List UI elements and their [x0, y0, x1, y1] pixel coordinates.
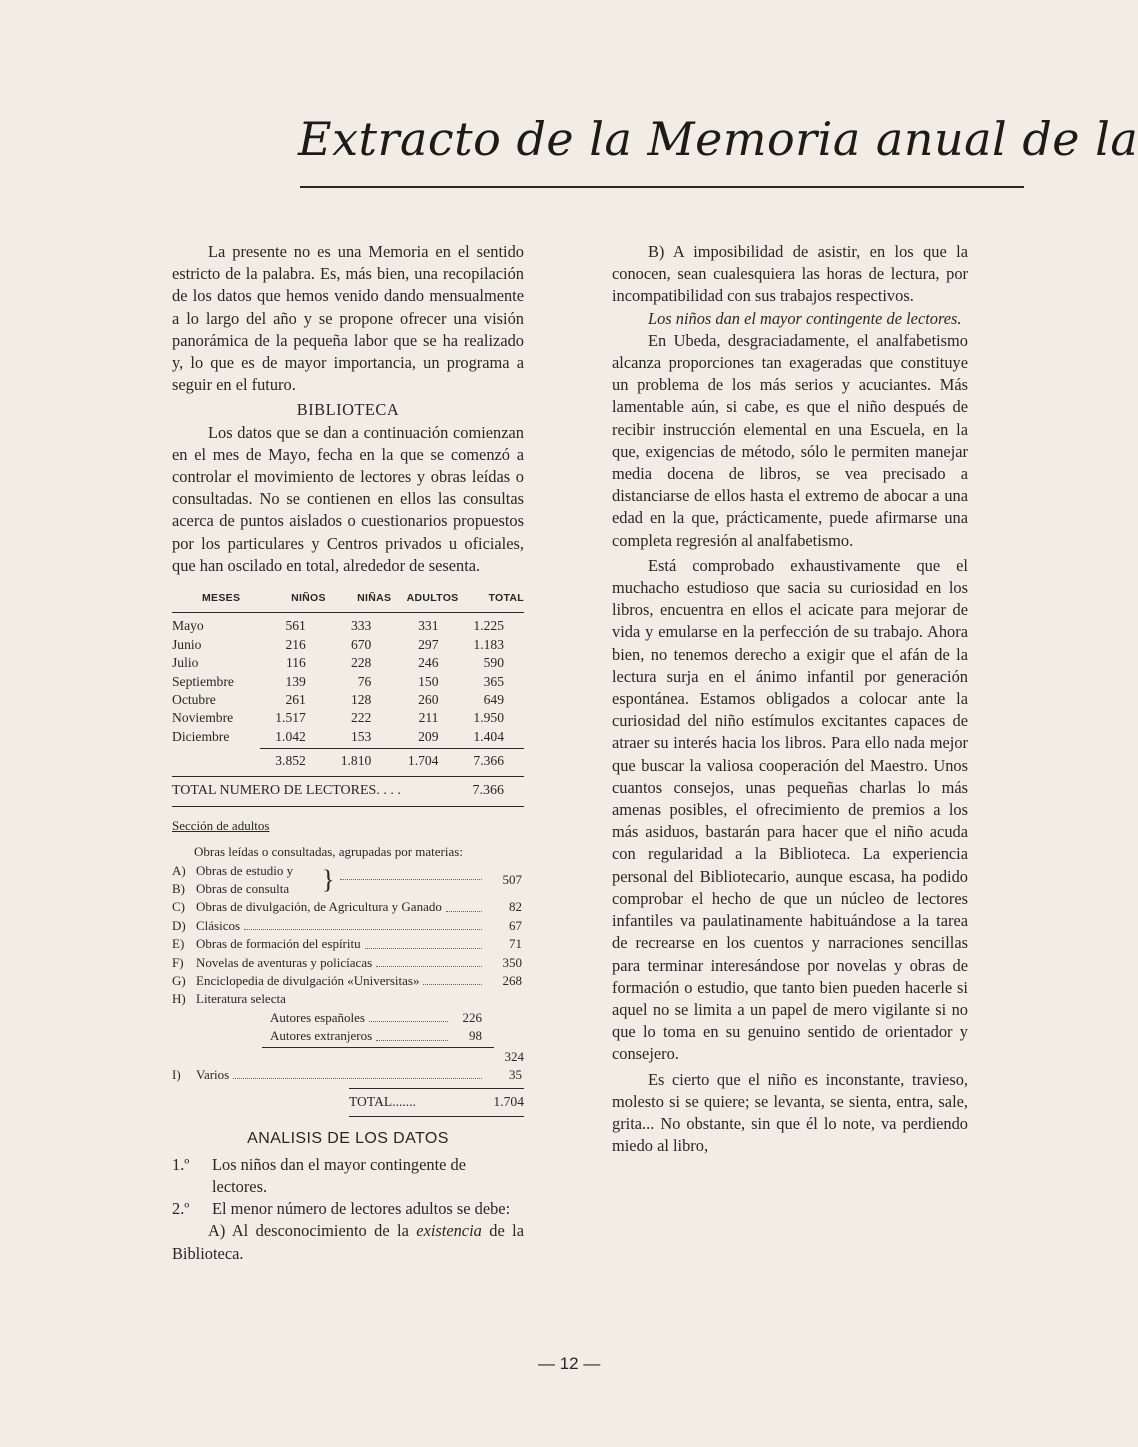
obra-value: 350 — [502, 954, 522, 970]
obra-label: Enciclopedia de divulgación «Universitas» — [196, 972, 420, 988]
obra-row — [172, 972, 524, 990]
obra-value: 507 — [502, 871, 522, 887]
cell-total: 1.183 — [473, 636, 504, 652]
sum-ninas: 1.810 — [326, 749, 391, 774]
header-ninos: NIÑOS — [260, 587, 325, 613]
cell-ninas: 153 — [350, 728, 372, 744]
list-item — [172, 1154, 524, 1198]
obra-letter: B) — [172, 880, 185, 896]
list-item — [172, 1198, 524, 1220]
autores-label: Autores españoles — [270, 1009, 365, 1025]
obra-row — [172, 954, 524, 972]
total-readers-label: TOTAL NUMERO DE LECTORES. . . . — [172, 782, 401, 798]
table-row — [172, 691, 524, 709]
header-meses: MESES — [172, 587, 260, 613]
obra-label: Clásicos — [196, 917, 241, 933]
sum-total: 7.366 — [458, 749, 524, 774]
cell-adultos: 246 — [418, 655, 439, 671]
table-row — [172, 636, 524, 654]
obra-row — [172, 898, 524, 916]
obra-letter: C) — [172, 899, 185, 915]
header-total: TOTAL — [458, 587, 524, 613]
cell-total: 590 — [483, 655, 504, 671]
obra-label: Obras de consulta — [196, 880, 290, 896]
brace-icon: } — [322, 864, 335, 894]
obra-label: Obras de estudio y — [196, 862, 294, 878]
intro-paragraph: La presente no es una Memoria en el sentido estricto de la palabra. Es, más bien, una recopilación de los datos que hemos venido dando mensualmente a lo largo del año y se propone ofrecer una visión panorámica de la pequeña labor que se ha realizado y, lo que es de mayor importancia, un programa a seguir en el futuro. — [172, 242, 524, 395]
table-row — [172, 728, 524, 749]
analisis-heading: ANALISIS DE LOS DATOS — [247, 1129, 449, 1147]
table-row — [172, 613, 524, 636]
total-readers-value: 7.366 — [472, 782, 504, 798]
cell-mes: Septiembre — [172, 673, 234, 689]
cell-adultos: 260 — [418, 692, 439, 708]
obra-label: Novelas de aventuras y policíacas — [196, 954, 373, 970]
obra-letter: D) — [172, 917, 186, 933]
autores-espanoles-row — [270, 1009, 482, 1027]
obras-intro: Obras leídas o consultadas, agrupadas por materias: — [194, 844, 463, 860]
cell-total: 365 — [483, 673, 504, 689]
cell-ninos: 561 — [285, 618, 306, 634]
varios-row — [172, 1066, 524, 1084]
cell-ninos: 1.042 — [275, 728, 306, 744]
biblioteca-heading: BIBLIOTECA — [296, 400, 400, 420]
total-readers-line — [172, 776, 524, 807]
page-number: — 12 — — [538, 1354, 601, 1373]
obra-letter: I) — [172, 1066, 181, 1082]
cell-mes: Octubre — [172, 692, 216, 708]
cell-ninos: 139 — [285, 673, 306, 689]
cell-total: 649 — [483, 692, 504, 708]
left-column — [172, 241, 524, 1265]
cell-mes: Mayo — [172, 618, 204, 634]
obra-label: Literatura selecta — [196, 991, 286, 1007]
table-header — [172, 587, 524, 613]
title-rule — [300, 186, 1024, 188]
cell-adultos: 331 — [418, 618, 439, 634]
item-text: Los niños dan el mayor contingente de lectores. — [212, 1154, 466, 1196]
table-row — [172, 673, 524, 691]
cell-ninas: 670 — [350, 636, 372, 652]
obra-letter: H) — [172, 991, 186, 1007]
cell-adultos: 297 — [418, 636, 439, 652]
cell-adultos: 211 — [418, 710, 439, 726]
obra-value: 67 — [509, 917, 522, 933]
obra-value: 71 — [509, 936, 522, 952]
sum-ninos: 3.852 — [260, 749, 325, 774]
body-paragraph: En Ubeda, desgraciadamente, el analfabetismo alcanza proporciones tan exageradas que constituye un problema de los más serios y acuciantes. Más lamentable aún, si cabe, es que el niño después de recibir instrucción elemental en una Escuela, en la que, exigencias de método, sólo le permiten manejar media docena de libros, se vea precisado a distanciarse de ellos hasta el extremo de abocar a una edad en la que, prácticamente, puede afirmarse una completa regresión al analfabetismo. — [612, 330, 968, 550]
item-number: 2.º — [172, 1199, 190, 1219]
autores-extranjeros-row — [270, 1027, 482, 1045]
header-ninas: NIÑAS — [326, 587, 391, 613]
cell-ninos: 116 — [285, 655, 306, 671]
obra-value: 82 — [509, 899, 522, 915]
literatura-subtotal: 324 — [504, 1048, 524, 1064]
cell-ninos: 1.517 — [275, 710, 306, 726]
obra-letter: E) — [172, 936, 185, 952]
readers-table — [172, 587, 524, 774]
grand-total — [172, 1088, 524, 1116]
cell-adultos: 209 — [418, 728, 439, 744]
cell-ninos: 261 — [285, 692, 306, 708]
cell-ninas: 333 — [350, 618, 372, 634]
obra-value: 268 — [502, 972, 522, 988]
cell-total: 1.404 — [473, 728, 504, 744]
cell-adultos: 150 — [418, 673, 439, 689]
b-paragraph: B) A imposibilidad de asistir, en los que la conocen, sean cualesquiera las horas de lectura, por incompatibilidad con sus trabajos respectivos. — [612, 242, 968, 306]
autores-value: 226 — [462, 1009, 482, 1025]
cell-mes: Julio — [172, 655, 199, 671]
autores-label: Autores extranjeros — [270, 1028, 373, 1044]
literatura-row — [172, 990, 524, 1008]
cell-mes: Junio — [172, 636, 202, 652]
grand-total-label: TOTAL....... — [349, 1094, 416, 1110]
italic-heading: Los niños dan el mayor contingente de lectores. — [648, 308, 962, 328]
cell-ninos: 216 — [285, 636, 306, 652]
obra-label: Varios — [196, 1066, 230, 1082]
obra-row — [172, 935, 524, 953]
analisis-list — [172, 1154, 524, 1221]
biblioteca-paragraph: Los datos que se dan a continuación comienzan en el mes de Mayo, fecha en la que se comenzó a controlar el movimiento de lectores y obras leídas o consultadas. No se contienen en ellos las consultas acerca de puntos aislados o cuestionarios propuestos por los particulares y Centros privados u oficiales, que han oscilado en total, alrededor de sesenta. — [172, 422, 524, 575]
item-number: 1.º — [172, 1154, 190, 1174]
cell-mes: Noviembre — [172, 710, 234, 726]
cell-ninas: 128 — [350, 692, 372, 708]
table-row — [172, 654, 524, 672]
cell-mes: Diciembre — [172, 729, 230, 745]
obra-letter: A) — [172, 862, 186, 878]
table-row — [172, 709, 524, 727]
autores-value: 98 — [469, 1028, 482, 1044]
analisis-a-paragraph: A) Al desconocimiento de la existencia de la Biblioteca. — [172, 1221, 524, 1263]
grand-total-value: 1.704 — [493, 1094, 524, 1110]
header-adultos: ADULTOS — [391, 587, 458, 613]
obras-ab-group — [172, 862, 524, 899]
table-sum-row — [172, 749, 524, 774]
sum-adultos: 1.704 — [391, 749, 458, 774]
cell-ninas: 76 — [357, 673, 372, 689]
item-text: El menor número de lectores adultos se debe: — [212, 1199, 511, 1219]
right-column — [612, 241, 968, 1157]
cell-total: 1.950 — [473, 710, 504, 726]
obra-label: Obras de divulgación, de Agricultura y Ganado — [196, 899, 442, 915]
cell-ninas: 222 — [350, 710, 372, 726]
obra-label: Obras de formación del espíritu — [196, 936, 361, 952]
obra-value: 35 — [509, 1066, 522, 1082]
section-adultos: Sección de adultos — [172, 817, 270, 833]
page-title: Extracto de la Memoria anual de la — [298, 112, 1138, 166]
body-paragraph: Es cierto que el niño es inconstante, travieso, molesto si se quiere; se levanta, se sienta, entra, sale, grita... No obstante, sin que él lo note, va perdiendo miedo al libro, — [612, 1069, 968, 1156]
cell-ninas: 228 — [350, 655, 372, 671]
body-paragraph: Está comprobado exhaustivamente que el muchacho estudioso que sacia su curiosidad en los libros, encuentra en ellos el acicate para mejorar de vida y emularse en la perfección de su trabajo. Ahora bien, no tenemos derecho a exigir que el afán de la lectura surja en el ánimo infantil por generación espontánea. Estamos obligados a colocar ante la curiosidad del niño estímulos excitantes capaces de atraer su interés hacia los libros. Para ello nada mejor que buscar la valiosa cooperación del Maestro. Unos cuantos consejos, unas pequeñas charlas lo más amenas posibles, el ofrecimiento de premios a los más asiduos, bastarán para hacer que el niño acuda con regularidad a la Biblioteca. La experiencia personal del Bibliotecario, aunque escasa, ha podido comprobar el hecho de que un núcleo de lectores infantiles va paulatinamente habituándose a la tarea de recrearse en los cuentos y narraciones sencillas para terminar interesándose por novelas y obras de formación o estudio, que tanto bien pueden hacerle si aquel no se limita a un papel de mero vigilante si no que lo toma en su genuino sentido de orientador y consejero. — [612, 555, 968, 1064]
obra-letter: F) — [172, 954, 184, 970]
obra-row — [172, 917, 524, 935]
cell-total: 1.225 — [473, 618, 504, 634]
obra-letter: G) — [172, 972, 186, 988]
